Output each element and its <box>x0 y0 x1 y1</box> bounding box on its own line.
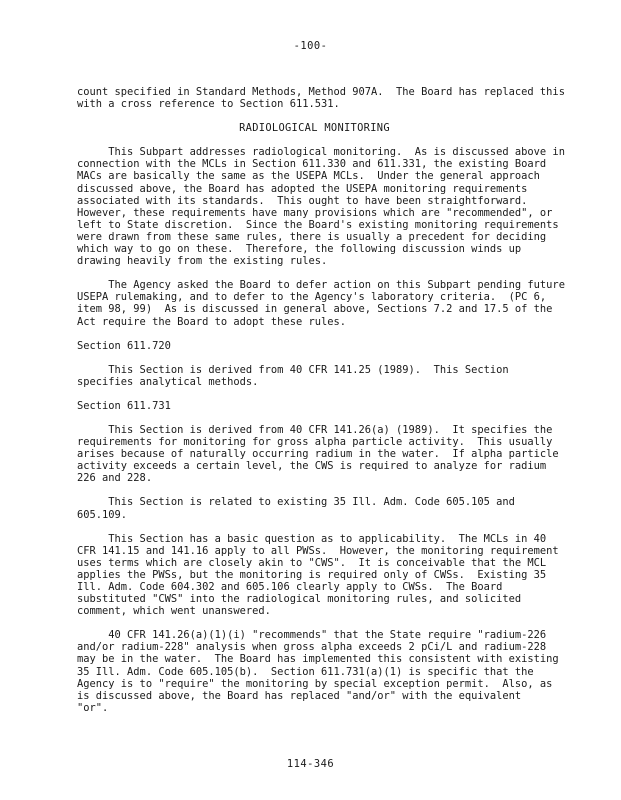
text-line: left to State discretion. Since the Board's existing monitoring requirements <box>77 218 559 231</box>
text-line: Ill. Adm. Code 604.302 and 605.106 clearly apply to CWSs. The Board <box>77 581 503 593</box>
text-line: Section 611.720 <box>77 339 171 352</box>
text-line: specifies analytical methods. <box>77 375 259 388</box>
page-number: -100- <box>293 40 328 52</box>
text-line: item 98, 99) As is discussed in general above, Sections 7.2 and 17.5 of the <box>77 303 553 316</box>
paragraph <box>77 532 559 618</box>
text-line: comment, which went unanswered. <box>77 605 271 618</box>
text-line: drawing heavily from the existing rules. <box>77 255 328 268</box>
text-line: 226 and 228. <box>77 472 153 485</box>
text-line: applies the PWSs, but the monitoring is required only of CWSs. Existing 35 <box>77 568 547 581</box>
text-line: This Subpart addresses radiological monitoring. As is discussed above in <box>77 146 565 159</box>
text-line: MACs are basically the same as the USEPA MCLs. Under the general approach <box>77 170 540 183</box>
text-line: This Section has a basic question as to applicability. The MCLs in 40 <box>77 532 547 545</box>
text-line: This Section is derived from 40 CFR 141.25 (1989). This Section <box>77 363 509 376</box>
document-identifier: 114-346 <box>286 758 335 770</box>
text-line: USEPA rulemaking, and to defer to the Agency's laboratory criteria. (PC 6, <box>77 291 547 304</box>
text-line: and/or radium-228" analysis when gross alpha exceeds 2 pCi/L and radium-228 <box>77 641 547 654</box>
text-line: RADIOLOGICAL MONITORING <box>239 122 390 135</box>
text-line: arises because of naturally occurring radium in the water. If alpha particle <box>77 448 559 461</box>
paragraph <box>77 86 565 111</box>
text-line: were drawn from these same rules, there is usually a precedent for deciding <box>77 230 547 243</box>
text-line: This Section is derived from 40 CFR 141.26(a) (1989). It specifies the <box>77 423 553 436</box>
paragraph <box>77 629 559 714</box>
text-line: Agency is to "require" the monitoring by special exception permit. Also, as <box>77 677 553 690</box>
text-line: which way to go on these. Therefore, the following discussion winds up <box>77 243 522 256</box>
text-line: CFR 141.15 and 141.16 apply to all PWSs. However, the monitoring requirement <box>77 544 559 557</box>
section-heading <box>77 400 552 412</box>
text-line: may be in the water. The Board has implemented this consistent with existing <box>77 653 559 666</box>
text-line: 605.109. <box>77 508 128 521</box>
paragraph <box>77 423 559 485</box>
text-line: with a cross reference to Section 611.531. <box>77 98 340 111</box>
text-line: Act require the Board to adopt these rules. <box>77 315 346 328</box>
text-line: substituted "CWS" into the radiological monitoring rules, and solicited <box>77 593 522 606</box>
paragraph <box>77 279 565 328</box>
text-line: requirements for monitoring for gross alpha particle activity. This usually <box>77 436 553 449</box>
paragraph <box>77 364 552 388</box>
document-body <box>77 86 565 726</box>
text-line: discussed above, the Board has adopted the USEPA monitoring requirements <box>77 182 528 195</box>
text-line: Section 611.731 <box>77 399 171 412</box>
paragraph <box>77 146 565 268</box>
text-line: activity exceeds a certain level, the CWS is required to analyze for radium <box>77 460 547 473</box>
paragraph <box>77 496 552 520</box>
text-line: This Section is related to existing 35 Ill. Adm. Code 605.105 and <box>77 496 515 509</box>
text-line: The Agency asked the Board to defer action on this Subpart pending future <box>77 279 565 292</box>
text-line: is discussed above, the Board has replaced "and/or" with the equivalent <box>77 689 522 702</box>
text-line: associated with its standards. This ought to have been straightforward. <box>77 194 528 207</box>
section-title <box>77 122 552 134</box>
text-line: 35 Ill. Adm. Code 605.105(b). Section 611.731(a)(1) is specific that the <box>77 665 534 678</box>
text-line: However, these requirements have many provisions which are "recommended", or <box>77 206 553 219</box>
text-line: uses terms which are closely akin to "CWS". It is conceivable that the MCL <box>77 556 547 569</box>
text-line: connection with the MCLs in Section 611.330 and 611.331, the existing Board <box>77 158 547 171</box>
text-line: count specified in Standard Methods, Method 907A. The Board has replaced this <box>77 86 565 98</box>
section-heading <box>77 340 552 352</box>
text-line: "or". <box>77 701 109 714</box>
text-line: 40 CFR 141.26(a)(1)(i) "recommends" that the State require "radium-226 <box>77 629 547 642</box>
